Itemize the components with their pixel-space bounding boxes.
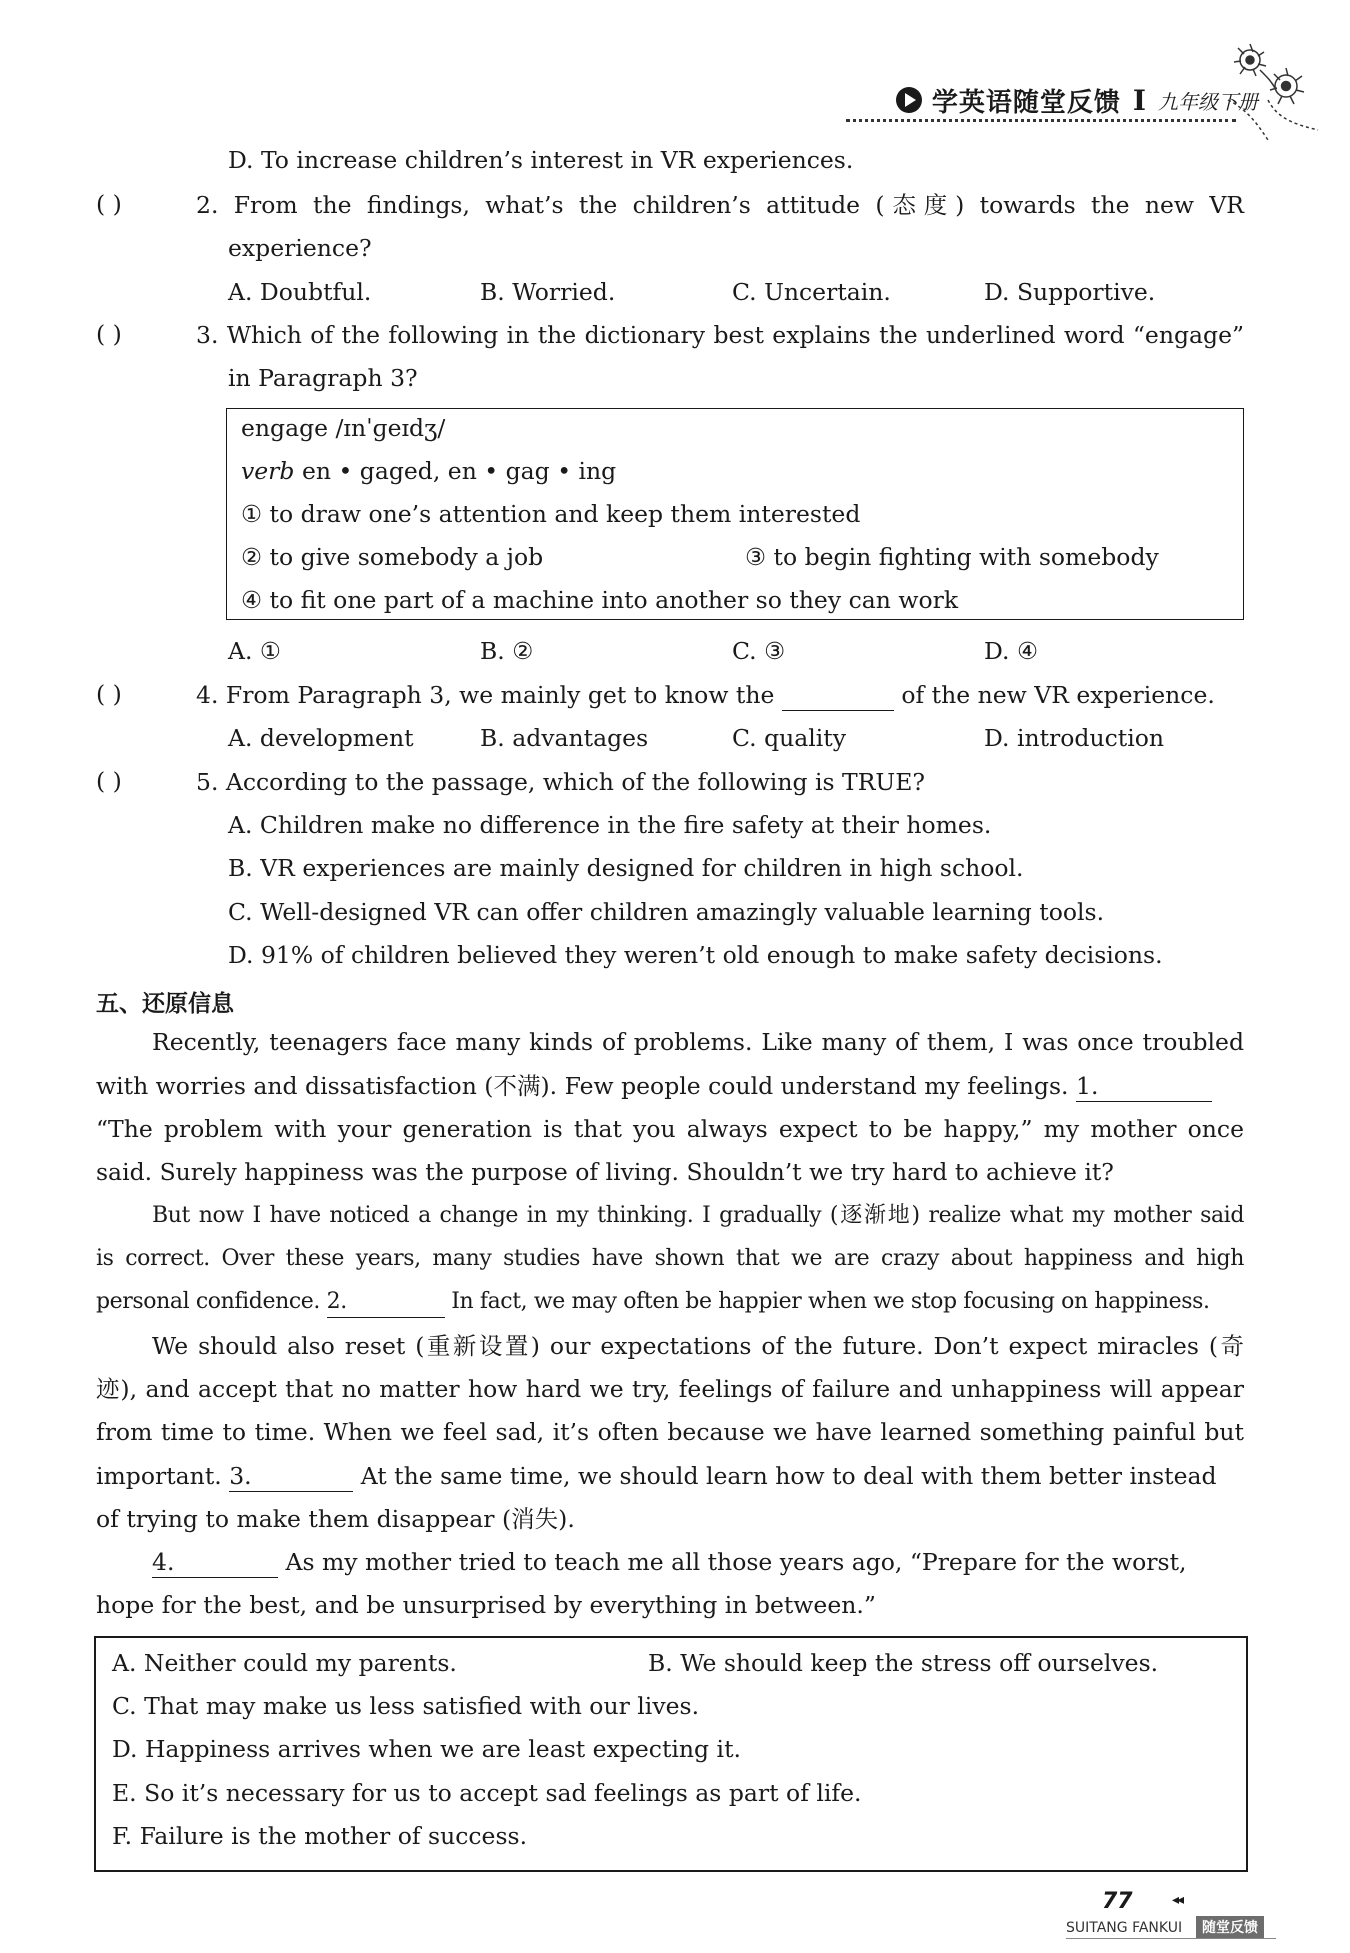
p2-line-2: is correct. Over these years, many studies have shown that we are crazy about happiness and high (96, 1246, 1244, 1271)
book-subtitle: 九年级下册 (1158, 89, 1258, 114)
q5-answer-bracket[interactable]: ( ) (96, 767, 122, 795)
choice-f: F. Failure is the mother of success. (112, 1822, 528, 1850)
choice-c: C. That may make us less satisfied with our lives. (112, 1692, 700, 1720)
dict-part-of-speech: verb (241, 457, 295, 485)
choice-b: B. We should keep the stress off ourselves. (648, 1649, 1159, 1677)
page-number: 77 (1102, 1889, 1133, 1914)
double-arrow-left-icon: ◂◂ (1172, 1892, 1183, 1908)
p3-line-4 (96, 1461, 1217, 1492)
sunflower-decoration-icon (1208, 30, 1328, 150)
choice-a: A. Neither could my parents. (112, 1649, 457, 1677)
q2-stem-continued: experience? (228, 234, 372, 262)
dict-sense-4: ④ to fit one part of a machine into another so they can work (241, 586, 959, 614)
q3-stem: 3. Which of the following in the dictionary best explains the underlined word “engage” (196, 321, 1244, 349)
q3-stem-continued: in Paragraph 3? (228, 364, 418, 392)
q1-option-d: D. To increase children’s interest in VR experiences. (228, 146, 854, 174)
q5-stem: 5. According to the passage, which of the following is TRUE? (196, 768, 925, 796)
q4-stem-after-blank: of the new VR experience. (901, 681, 1215, 709)
p2-line-1: But now I have noticed a change in my thinking. I gradually (逐渐地) realize what my mother said (152, 1203, 1244, 1228)
dictionary-entry-box (226, 408, 1244, 620)
q5-option-c: C. Well-designed VR can offer children amazingly valuable learning tools. (228, 898, 1105, 926)
p4-line-2: hope for the best, and be unsurprised by everything in between.” (96, 1591, 876, 1619)
p2-line-3-start: personal confidence. (96, 1289, 320, 1314)
dict-headword: engage /ɪnˈɡeɪdʒ/ (241, 414, 446, 442)
p2-line-3-end: In fact, we may often be happier when we stop focusing on happiness. (451, 1289, 1210, 1314)
p3-line-4-end: At the same time, we should learn how to deal with them better instead (360, 1462, 1217, 1490)
q2-option-d: D. Supportive. (984, 278, 1156, 306)
p1-line-4: said. Surely happiness was the purpose of living. Shouldn’t we try hard to achieve it? (96, 1158, 1114, 1186)
q3-option-a: A. ① (228, 637, 281, 665)
q5-option-d: D. 91% of children believed they weren’t old enough to make safety decisions. (228, 941, 1163, 969)
q5-option-a: A. Children make no difference in the fire safety at their homes. (228, 811, 992, 839)
q2-stem: 2. From the findings, what’s the children’s attitude (态度) towards the new VR (196, 191, 1244, 219)
p3-line-4-start: important. (96, 1462, 222, 1490)
p3-line-3: from time to time. When we feel sad, it’s often because we have learned something painful but (96, 1418, 1244, 1446)
blank-4[interactable] (152, 1547, 278, 1578)
q5-option-b: B. VR experiences are mainly designed for children in high school. (228, 854, 1024, 882)
section-five-title: 五、还原信息 (96, 991, 234, 1017)
blank-3[interactable] (229, 1461, 353, 1492)
q4-stem (196, 680, 1215, 711)
p1-line-1: Recently, teenagers face many kinds of problems. Like many of them, I was once troubled (152, 1028, 1244, 1056)
p4-line-1 (152, 1547, 1186, 1578)
q2-answer-bracket[interactable]: ( ) (96, 190, 122, 218)
q4-fill-blank[interactable] (782, 680, 894, 711)
dict-sense-1: ① to draw one’s attention and keep them interested (241, 500, 861, 528)
q4-option-b: B. advantages (480, 724, 649, 752)
p3-line-2: 迹), and accept that no matter how hard we try, feelings of failure and unhappiness will appear (96, 1375, 1244, 1403)
q4-option-c: C. quality (732, 724, 847, 752)
q3-option-c: C. ③ (732, 637, 786, 665)
blank-2[interactable] (327, 1287, 445, 1318)
q3-option-d: D. ④ (984, 637, 1039, 665)
p3-line-5: of trying to make them disappear (消失). (96, 1505, 575, 1533)
book-title: 学英语随堂反馈 (931, 87, 1121, 118)
footer-rule (1066, 1938, 1276, 1939)
running-header (896, 78, 1258, 122)
choice-e: E. So it’s necessary for us to accept sad feelings as part of life. (112, 1779, 862, 1807)
p1-line-3: “The problem with your generation is that you always expect to be happy,” my mother once (96, 1115, 1244, 1143)
header-separator: I (1132, 83, 1146, 117)
blank-1[interactable] (1076, 1071, 1212, 1102)
blank-4-number: 4. (152, 1548, 175, 1576)
q2-option-b: B. Worried. (480, 278, 616, 306)
p4-line-1-text: As my mother tried to teach me all those years ago, “Prepare for the worst, (285, 1548, 1187, 1576)
blank-2-number: 2. (326, 1289, 347, 1314)
q4-option-a: A. development (228, 724, 414, 752)
choice-d: D. Happiness arrives when we are least expecting it. (112, 1735, 741, 1763)
p3-line-1: We should also reset (重新设置) our expectations of the future. Don’t expect miracles (奇 (152, 1332, 1244, 1360)
q4-answer-bracket[interactable]: ( ) (96, 680, 122, 708)
dict-sense-3: ③ to begin fighting with somebody (745, 543, 1159, 571)
p1-line-2-text: with worries and dissatisfaction (不满). Few people could understand my feelings. (96, 1072, 1069, 1100)
dict-forms: en • gaged, en • gag • ing (301, 457, 617, 485)
dict-inflections (241, 456, 616, 486)
play-bullet-icon (896, 87, 922, 113)
q2-option-a: A. Doubtful. (228, 278, 372, 306)
q3-answer-bracket[interactable]: ( ) (96, 320, 122, 348)
footer-badge: 随堂反馈 (1196, 1916, 1264, 1938)
blank-3-number: 3. (229, 1462, 252, 1490)
dict-sense-2: ② to give somebody a job (241, 543, 544, 571)
q3-option-b: B. ② (480, 637, 534, 665)
header-dotted-rule (846, 119, 1236, 122)
blank-1-number: 1. (1076, 1072, 1099, 1100)
q4-option-d: D. introduction (984, 724, 1165, 752)
p1-line-2 (96, 1071, 1212, 1102)
footer-brand: SUITANG FANKUI (1066, 1920, 1183, 1936)
q4-stem-before-blank: 4. From Paragraph 3, we mainly get to know the (196, 681, 775, 709)
p2-line-3 (96, 1287, 1210, 1318)
q2-option-c: C. Uncertain. (732, 278, 891, 306)
choices-box (94, 1636, 1248, 1872)
